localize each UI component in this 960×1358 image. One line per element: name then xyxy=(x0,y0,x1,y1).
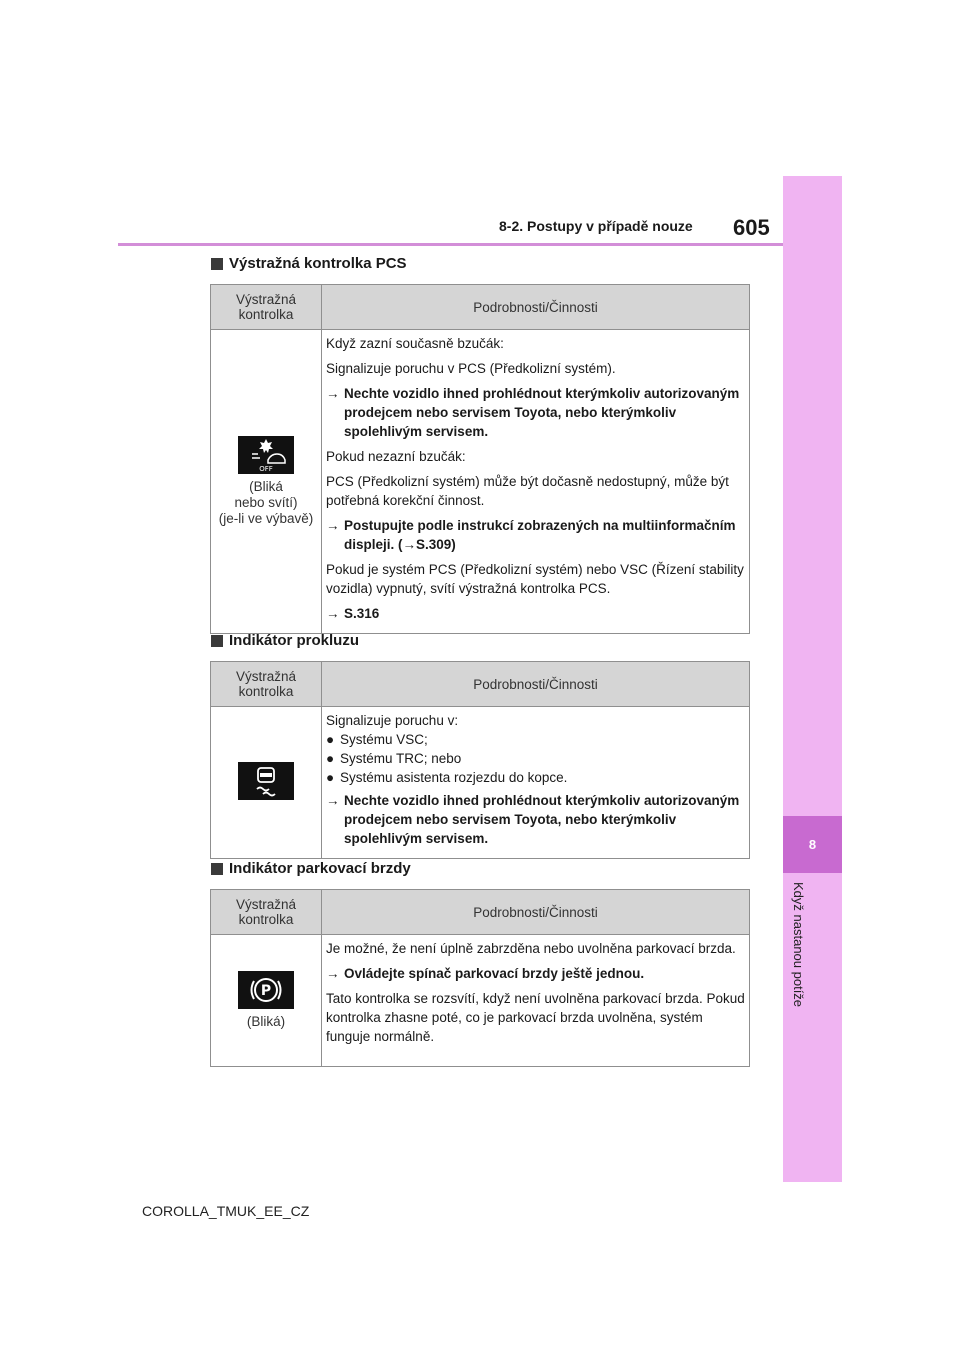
page-number: 605 xyxy=(733,215,770,240)
bullet-icon: ● xyxy=(326,732,335,747)
action-item: → Postupujte podle instrukcí zobrazených na multiinformačním displeji. (→S.309) xyxy=(326,518,736,552)
slip-indicator-icon xyxy=(238,762,294,800)
table-slip xyxy=(210,661,750,859)
arrow-icon: → xyxy=(326,606,340,621)
col-header-details: Podrobnosti/Činnosti xyxy=(322,662,750,707)
chapter-number: 8 xyxy=(783,816,842,873)
bullet-icon: ● xyxy=(326,770,335,785)
arrow-icon: → xyxy=(326,793,340,808)
action-item: → Nechte vozidlo ihned prohlédnout kterýmkoliv autorizovaným prodejcem nebo servisem Toyota, nebo kterýmkoliv spolehlivým servisem. xyxy=(326,386,740,439)
svg-text:P: P xyxy=(260,983,272,999)
parking-brake-icon xyxy=(238,971,294,1009)
pcs-off-icon xyxy=(238,436,294,474)
col-header-indicator: Výstražná kontrolka xyxy=(211,890,322,935)
detail-text: Signalizuje poruchu v PCS (Předkolizní systém). xyxy=(326,361,616,376)
square-bullet-icon xyxy=(211,863,223,875)
details-cell xyxy=(322,935,750,1067)
action-item: → S.316 xyxy=(326,606,380,621)
col-header-details: Podrobnosti/Činnosti xyxy=(322,285,750,330)
list-item: ● Systému TRC; nebo xyxy=(326,751,462,766)
details-cell xyxy=(322,330,750,634)
detail-text: Pokud nezazní bzučák: xyxy=(326,449,466,464)
document-code: COROLLA_TMUK_EE_CZ xyxy=(142,1203,310,1219)
col-header-details: Podrobnosti/Činnosti xyxy=(322,890,750,935)
heading-pcs: Výstražná kontrolka PCS xyxy=(211,255,407,272)
indicator-cell xyxy=(211,707,322,859)
detail-text: PCS (Předkolizní systém) může být dočasně nedostupný, může být potřebná korekční činnost. xyxy=(326,474,729,508)
svg-text:OFF: OFF xyxy=(259,465,273,473)
bullet-icon: ● xyxy=(326,751,335,766)
detail-text: Tato kontrolka se rozsvítí, když není uvolněna parkovací brzda. Pokud kontrolka zhasne poté, co je parkovací brzda uvolněna, systém funguje normálně. xyxy=(326,991,745,1044)
detail-text: Když zazní současně bzučák: xyxy=(326,336,504,351)
heading-slip: Indikátor prokluzu xyxy=(211,632,359,649)
col-header-indicator: Výstražná kontrolka xyxy=(211,662,322,707)
detail-text: Je možné, že není úplně zabrzděna nebo uvolněna parkovací brzda. xyxy=(326,941,736,956)
table-row xyxy=(211,707,750,859)
action-item: → Ovládejte spínač parkovací brzdy ještě jednou. xyxy=(326,966,645,981)
action-item: → Nechte vozidlo ihned prohlédnout kterýmkoliv autorizovaným prodejcem nebo servisem Toyota, nebo kterýmkoliv spolehlivým servisem. xyxy=(326,793,740,846)
list-item: ● Systému asistenta rozjezdu do kopce. xyxy=(326,770,568,785)
arrow-icon: → xyxy=(326,518,340,533)
indicator-cell xyxy=(211,935,322,1067)
detail-text: Pokud je systém PCS (Předkolizní systém) nebo VSC (Řízení stability vozidla) vypnutý, svítí výstražná kontrolka PCS. xyxy=(326,562,744,596)
table-parking-brake xyxy=(210,889,750,1067)
table-header-row xyxy=(211,890,750,935)
heading-parking-brake: Indikátor parkovací brzdy xyxy=(211,860,411,877)
table-pcs xyxy=(210,284,750,634)
table-row xyxy=(211,935,750,1067)
indicator-cell xyxy=(211,330,322,634)
square-bullet-icon xyxy=(211,635,223,647)
col-header-indicator: Výstražná kontrolka xyxy=(211,285,322,330)
indicator-caption: (Bliká nebo svítí) (je-li ve výbavě) xyxy=(218,479,314,526)
header-rule xyxy=(118,243,783,246)
details-cell xyxy=(322,707,750,859)
indicator-caption: (Bliká) xyxy=(246,1014,286,1029)
chapter-label: Když nastanou potíže xyxy=(791,882,806,1008)
square-bullet-icon xyxy=(211,258,223,270)
list-item: ● Systému VSC; xyxy=(326,732,428,747)
detail-text: Signalizuje poruchu v: xyxy=(326,713,459,728)
table-header-row xyxy=(211,285,750,330)
section-title: 8-2. Postupy v případě nouze xyxy=(499,218,693,234)
table-row xyxy=(211,330,750,634)
arrow-icon: → xyxy=(326,386,340,401)
table-header-row xyxy=(211,662,750,707)
arrow-icon: → xyxy=(326,966,340,981)
